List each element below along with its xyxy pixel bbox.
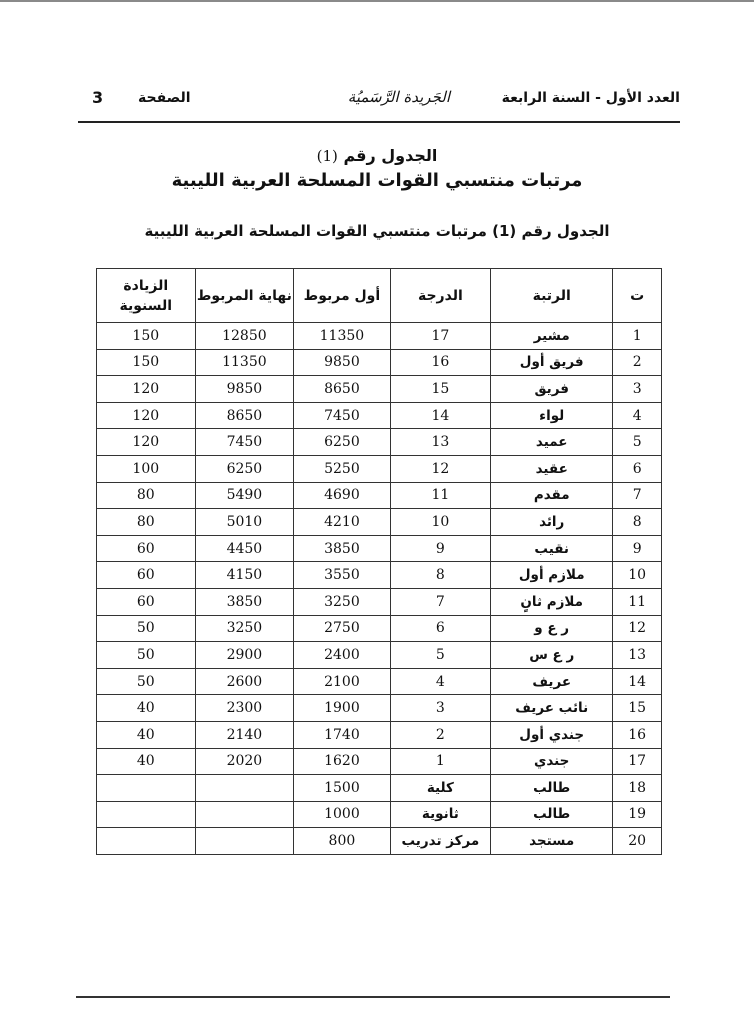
cell-rank: فريق أول <box>491 349 613 376</box>
cell-first-step: 9850 <box>294 349 390 376</box>
table-row <box>97 801 662 828</box>
col-header-annual-increment: الزيادة السنوية <box>97 269 196 323</box>
cell-grade: 14 <box>390 402 490 429</box>
page-header <box>78 86 680 116</box>
cell-index: 6 <box>613 455 662 482</box>
cell-first-step: 7450 <box>294 402 390 429</box>
col-header-grade: الدرجة <box>390 269 490 323</box>
table-row <box>97 535 662 562</box>
cell-annual-increment: 80 <box>97 482 196 509</box>
cell-first-step: 2400 <box>294 642 390 669</box>
cell-grade: 10 <box>390 509 490 536</box>
table-row <box>97 323 662 350</box>
cell-first-step: 6250 <box>294 429 390 456</box>
table-row <box>97 828 662 855</box>
cell-index: 16 <box>613 721 662 748</box>
cell-rank: جندي <box>491 748 613 775</box>
page-top-edge <box>0 0 754 2</box>
cell-first-step: 4690 <box>294 482 390 509</box>
cell-index: 4 <box>613 402 662 429</box>
cell-index: 18 <box>613 775 662 802</box>
cell-grade: 6 <box>390 615 490 642</box>
cell-index: 11 <box>613 588 662 615</box>
issue-label: العدد الأول - السنة الرابعة <box>501 90 680 106</box>
salary-table <box>96 268 662 855</box>
table-row <box>97 775 662 802</box>
table-row <box>97 349 662 376</box>
cell-rank: نائب عريف <box>491 695 613 722</box>
footer-divider <box>76 996 670 998</box>
cell-index: 10 <box>613 562 662 589</box>
cell-annual-increment: 120 <box>97 376 196 403</box>
cell-rank: فريق <box>491 376 613 403</box>
gazette-name: الجَريدة الرَّسَميُة <box>347 88 450 106</box>
table-row <box>97 668 662 695</box>
cell-rank: جندي أول <box>491 721 613 748</box>
cell-annual-increment: 60 <box>97 562 196 589</box>
cell-grade: 8 <box>390 562 490 589</box>
cell-grade: 3 <box>390 695 490 722</box>
cell-last-step: 2020 <box>195 748 294 775</box>
col-header-rank: الرتبة <box>491 269 613 323</box>
table-row <box>97 695 662 722</box>
cell-annual-increment <box>97 801 196 828</box>
cell-first-step: 4210 <box>294 509 390 536</box>
cell-first-step: 2100 <box>294 668 390 695</box>
cell-index: 19 <box>613 801 662 828</box>
cell-first-step: 11350 <box>294 323 390 350</box>
cell-rank: مقدم <box>491 482 613 509</box>
cell-annual-increment: 60 <box>97 535 196 562</box>
cell-last-step: 12850 <box>195 323 294 350</box>
cell-index: 14 <box>613 668 662 695</box>
cell-last-step: 2300 <box>195 695 294 722</box>
table-row <box>97 455 662 482</box>
cell-rank: طالب <box>491 801 613 828</box>
cell-grade: 12 <box>390 455 490 482</box>
table-row <box>97 376 662 403</box>
cell-rank: عريف <box>491 668 613 695</box>
cell-first-step: 1900 <box>294 695 390 722</box>
cell-last-step: 2900 <box>195 642 294 669</box>
cell-annual-increment: 80 <box>97 509 196 536</box>
cell-annual-increment <box>97 775 196 802</box>
cell-index: 2 <box>613 349 662 376</box>
cell-index: 13 <box>613 642 662 669</box>
header-divider <box>78 121 680 123</box>
cell-last-step <box>195 828 294 855</box>
cell-last-step <box>195 801 294 828</box>
cell-annual-increment: 40 <box>97 721 196 748</box>
table-title-line1 <box>0 146 754 165</box>
cell-first-step: 1620 <box>294 748 390 775</box>
cell-rank: مشير <box>491 323 613 350</box>
cell-rank: ملازم ثانٍ <box>491 588 613 615</box>
cell-index: 12 <box>613 615 662 642</box>
cell-index: 15 <box>613 695 662 722</box>
table-caption: الجدول رقم (1) مرتبات منتسبي القوات المسلحة العربية الليبية <box>144 222 610 240</box>
cell-grade: مركز تدريب <box>390 828 490 855</box>
table-row <box>97 562 662 589</box>
cell-last-step: 5490 <box>195 482 294 509</box>
cell-rank: ر ع س <box>491 642 613 669</box>
cell-rank: ر ع و <box>491 615 613 642</box>
col-header-index: ت <box>613 269 662 323</box>
cell-last-step: 6250 <box>195 455 294 482</box>
table-header-row <box>97 269 662 323</box>
cell-index: 8 <box>613 509 662 536</box>
cell-annual-increment: 40 <box>97 748 196 775</box>
cell-first-step: 800 <box>294 828 390 855</box>
cell-annual-increment: 100 <box>97 455 196 482</box>
cell-first-step: 1000 <box>294 801 390 828</box>
cell-index: 9 <box>613 535 662 562</box>
cell-last-step: 4450 <box>195 535 294 562</box>
cell-grade: 7 <box>390 588 490 615</box>
cell-last-step: 11350 <box>195 349 294 376</box>
col-header-first-step: أول مربوط <box>294 269 390 323</box>
cell-last-step: 3250 <box>195 615 294 642</box>
cell-grade: 1 <box>390 748 490 775</box>
table-row <box>97 721 662 748</box>
table-row <box>97 429 662 456</box>
cell-last-step: 4150 <box>195 562 294 589</box>
cell-first-step: 2750 <box>294 615 390 642</box>
page-label: الصفحة <box>138 90 191 106</box>
cell-annual-increment: 50 <box>97 668 196 695</box>
cell-grade: 5 <box>390 642 490 669</box>
table-title-line2: مرتبات منتسبي القوات المسلحة العربية الليبية <box>171 170 583 191</box>
cell-rank: نقيب <box>491 535 613 562</box>
cell-index: 7 <box>613 482 662 509</box>
cell-rank: عقيد <box>491 455 613 482</box>
cell-annual-increment: 50 <box>97 642 196 669</box>
cell-index: 1 <box>613 323 662 350</box>
cell-last-step: 8650 <box>195 402 294 429</box>
table-row <box>97 402 662 429</box>
cell-grade: 15 <box>390 376 490 403</box>
table-title-number: (1) <box>316 147 338 165</box>
table-row <box>97 615 662 642</box>
cell-first-step: 8650 <box>294 376 390 403</box>
cell-index: 17 <box>613 748 662 775</box>
cell-first-step: 3550 <box>294 562 390 589</box>
cell-last-step: 3850 <box>195 588 294 615</box>
cell-grade: 9 <box>390 535 490 562</box>
cell-last-step: 2600 <box>195 668 294 695</box>
cell-rank: عميد <box>491 429 613 456</box>
cell-last-step <box>195 775 294 802</box>
cell-last-step: 9850 <box>195 376 294 403</box>
cell-last-step: 2140 <box>195 721 294 748</box>
cell-annual-increment: 40 <box>97 695 196 722</box>
col-header-last-step: نهاية المربوط <box>195 269 294 323</box>
cell-last-step: 5010 <box>195 509 294 536</box>
cell-grade: كلية <box>390 775 490 802</box>
table-row <box>97 509 662 536</box>
table-row <box>97 748 662 775</box>
cell-annual-increment: 150 <box>97 349 196 376</box>
cell-grade: 2 <box>390 721 490 748</box>
cell-last-step: 7450 <box>195 429 294 456</box>
cell-first-step: 1500 <box>294 775 390 802</box>
cell-first-step: 1740 <box>294 721 390 748</box>
cell-grade: 16 <box>390 349 490 376</box>
cell-grade: 11 <box>390 482 490 509</box>
cell-rank: مستجد <box>491 828 613 855</box>
cell-annual-increment: 150 <box>97 323 196 350</box>
cell-rank: لواء <box>491 402 613 429</box>
cell-index: 3 <box>613 376 662 403</box>
cell-index: 20 <box>613 828 662 855</box>
cell-first-step: 3250 <box>294 588 390 615</box>
cell-first-step: 3850 <box>294 535 390 562</box>
page-number: 3 <box>92 88 104 107</box>
table-row <box>97 482 662 509</box>
cell-first-step: 5250 <box>294 455 390 482</box>
cell-annual-increment: 60 <box>97 588 196 615</box>
cell-rank: طالب <box>491 775 613 802</box>
table-title-text: الجدول رقم <box>343 146 438 165</box>
cell-annual-increment: 120 <box>97 429 196 456</box>
cell-grade: ثانوية <box>390 801 490 828</box>
cell-annual-increment <box>97 828 196 855</box>
cell-grade: 4 <box>390 668 490 695</box>
cell-rank: ملازم أول <box>491 562 613 589</box>
cell-index: 5 <box>613 429 662 456</box>
cell-grade: 17 <box>390 323 490 350</box>
cell-rank: رائد <box>491 509 613 536</box>
cell-annual-increment: 50 <box>97 615 196 642</box>
cell-annual-increment: 120 <box>97 402 196 429</box>
cell-grade: 13 <box>390 429 490 456</box>
table-row <box>97 588 662 615</box>
table-row <box>97 642 662 669</box>
